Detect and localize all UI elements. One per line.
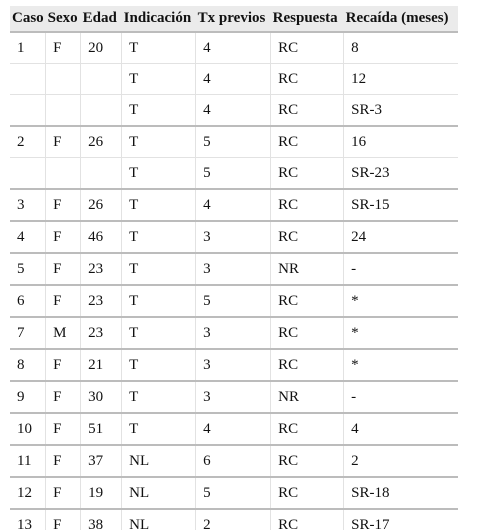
cell-recaida: * (344, 349, 458, 381)
cell-caso: 13 (10, 509, 46, 530)
cell-indicacion: NL (122, 509, 196, 530)
cell-caso: 12 (10, 477, 46, 509)
cell-sexo: M (46, 317, 81, 349)
cell-indicacion: T (122, 95, 196, 127)
table-row (10, 285, 458, 317)
cell-indicacion: T (122, 349, 196, 381)
header-tx-previos: Tx previos (196, 6, 271, 32)
cell-edad: 26 (81, 126, 122, 158)
table-row (10, 381, 458, 413)
table-header-row (10, 6, 458, 32)
cell-edad (81, 158, 122, 190)
cell-sexo: F (46, 253, 81, 285)
cell-caso: 6 (10, 285, 46, 317)
cell-sexo: F (46, 126, 81, 158)
cell-edad: 19 (81, 477, 122, 509)
cell-edad: 23 (81, 253, 122, 285)
cell-recaida: * (344, 317, 458, 349)
cell-edad (81, 64, 122, 95)
cell-sexo: F (46, 221, 81, 253)
cell-sexo: F (46, 445, 81, 477)
cell-respuesta: RC (271, 445, 344, 477)
cell-sexo (46, 158, 81, 190)
cell-recaida: 24 (344, 221, 458, 253)
cell-sexo: F (46, 413, 81, 445)
cell-recaida: - (344, 381, 458, 413)
cell-edad: 23 (81, 285, 122, 317)
cell-tx-previos: 4 (196, 32, 271, 64)
cell-recaida: SR-23 (344, 158, 458, 190)
cell-sexo: F (46, 32, 81, 64)
cell-respuesta: RC (271, 189, 344, 221)
cell-recaida: SR-17 (344, 509, 458, 530)
cell-respuesta: RC (271, 317, 344, 349)
cell-indicacion: T (122, 317, 196, 349)
cell-tx-previos: 2 (196, 509, 271, 530)
table-body (10, 32, 458, 530)
cell-edad: 46 (81, 221, 122, 253)
cell-recaida: 12 (344, 64, 458, 95)
cell-caso: 11 (10, 445, 46, 477)
cell-recaida: SR-3 (344, 95, 458, 127)
cell-caso (10, 64, 46, 95)
cell-respuesta: RC (271, 285, 344, 317)
cell-edad: 38 (81, 509, 122, 530)
cell-indicacion: T (122, 158, 196, 190)
cell-recaida: * (344, 285, 458, 317)
cell-edad: 51 (81, 413, 122, 445)
cell-respuesta: RC (271, 221, 344, 253)
cell-recaida: 16 (344, 126, 458, 158)
cell-recaida: SR-18 (344, 477, 458, 509)
cell-tx-previos: 4 (196, 95, 271, 127)
cell-indicacion: T (122, 64, 196, 95)
cell-indicacion: T (122, 285, 196, 317)
table-row (10, 349, 458, 381)
cell-edad (81, 95, 122, 127)
cell-indicacion: T (122, 126, 196, 158)
cell-edad: 20 (81, 32, 122, 64)
cell-respuesta: RC (271, 158, 344, 190)
cell-sexo: F (46, 285, 81, 317)
header-edad: Edad (81, 6, 122, 32)
cell-tx-previos: 5 (196, 126, 271, 158)
cell-indicacion: T (122, 253, 196, 285)
cell-tx-previos: 5 (196, 158, 271, 190)
cell-recaida: 2 (344, 445, 458, 477)
table-row (10, 477, 458, 509)
cell-tx-previos: 3 (196, 253, 271, 285)
cell-edad: 30 (81, 381, 122, 413)
cell-respuesta: NR (271, 381, 344, 413)
cell-caso: 3 (10, 189, 46, 221)
cell-respuesta: RC (271, 477, 344, 509)
cell-respuesta: RC (271, 95, 344, 127)
cell-edad: 37 (81, 445, 122, 477)
header-respuesta: Respuesta (271, 6, 344, 32)
cell-edad: 21 (81, 349, 122, 381)
header-sexo: Sexo (46, 6, 81, 32)
cell-recaida: 4 (344, 413, 458, 445)
cell-sexo: F (46, 189, 81, 221)
table-row (10, 445, 458, 477)
cell-indicacion: T (122, 381, 196, 413)
cell-sexo (46, 64, 81, 95)
cell-indicacion: T (122, 189, 196, 221)
table-row (10, 32, 458, 64)
cell-indicacion: NL (122, 477, 196, 509)
table-row (10, 64, 458, 95)
cell-respuesta: RC (271, 413, 344, 445)
cell-recaida: 8 (344, 32, 458, 64)
cell-indicacion: T (122, 32, 196, 64)
table-row (10, 317, 458, 349)
cell-tx-previos: 4 (196, 189, 271, 221)
cell-respuesta: NR (271, 253, 344, 285)
header-indicacion: Indicación (122, 6, 196, 32)
cell-tx-previos: 3 (196, 317, 271, 349)
cell-tx-previos: 4 (196, 64, 271, 95)
table-row (10, 221, 458, 253)
cell-caso: 1 (10, 32, 46, 64)
cell-caso: 2 (10, 126, 46, 158)
cell-caso: 5 (10, 253, 46, 285)
cell-sexo (46, 95, 81, 127)
cell-caso: 4 (10, 221, 46, 253)
cell-edad: 23 (81, 317, 122, 349)
table-row (10, 189, 458, 221)
cell-indicacion: T (122, 221, 196, 253)
cell-sexo: F (46, 477, 81, 509)
table-row (10, 95, 458, 127)
cell-recaida: SR-15 (344, 189, 458, 221)
cell-tx-previos: 4 (196, 413, 271, 445)
cell-tx-previos: 6 (196, 445, 271, 477)
cell-indicacion: NL (122, 445, 196, 477)
cases-table (10, 6, 458, 530)
cell-tx-previos: 3 (196, 381, 271, 413)
cell-respuesta: RC (271, 349, 344, 381)
table-row (10, 509, 458, 530)
cell-caso: 7 (10, 317, 46, 349)
cell-tx-previos: 5 (196, 285, 271, 317)
cell-respuesta: RC (271, 509, 344, 530)
cell-caso (10, 95, 46, 127)
cell-respuesta: RC (271, 126, 344, 158)
cell-recaida: - (344, 253, 458, 285)
cell-tx-previos: 3 (196, 349, 271, 381)
cell-sexo: F (46, 381, 81, 413)
cell-sexo: F (46, 509, 81, 530)
header-recaida: Recaída (meses) (344, 6, 458, 32)
table-row (10, 158, 458, 190)
cell-caso: 10 (10, 413, 46, 445)
header-caso: Caso (10, 6, 46, 32)
cell-respuesta: RC (271, 64, 344, 95)
cell-indicacion: T (122, 413, 196, 445)
cell-sexo: F (46, 349, 81, 381)
cell-respuesta: RC (271, 32, 344, 64)
cell-caso: 9 (10, 381, 46, 413)
cell-tx-previos: 5 (196, 477, 271, 509)
table-row (10, 413, 458, 445)
table-row (10, 126, 458, 158)
table-row (10, 253, 458, 285)
cell-caso: 8 (10, 349, 46, 381)
cell-edad: 26 (81, 189, 122, 221)
cell-caso (10, 158, 46, 190)
cell-tx-previos: 3 (196, 221, 271, 253)
